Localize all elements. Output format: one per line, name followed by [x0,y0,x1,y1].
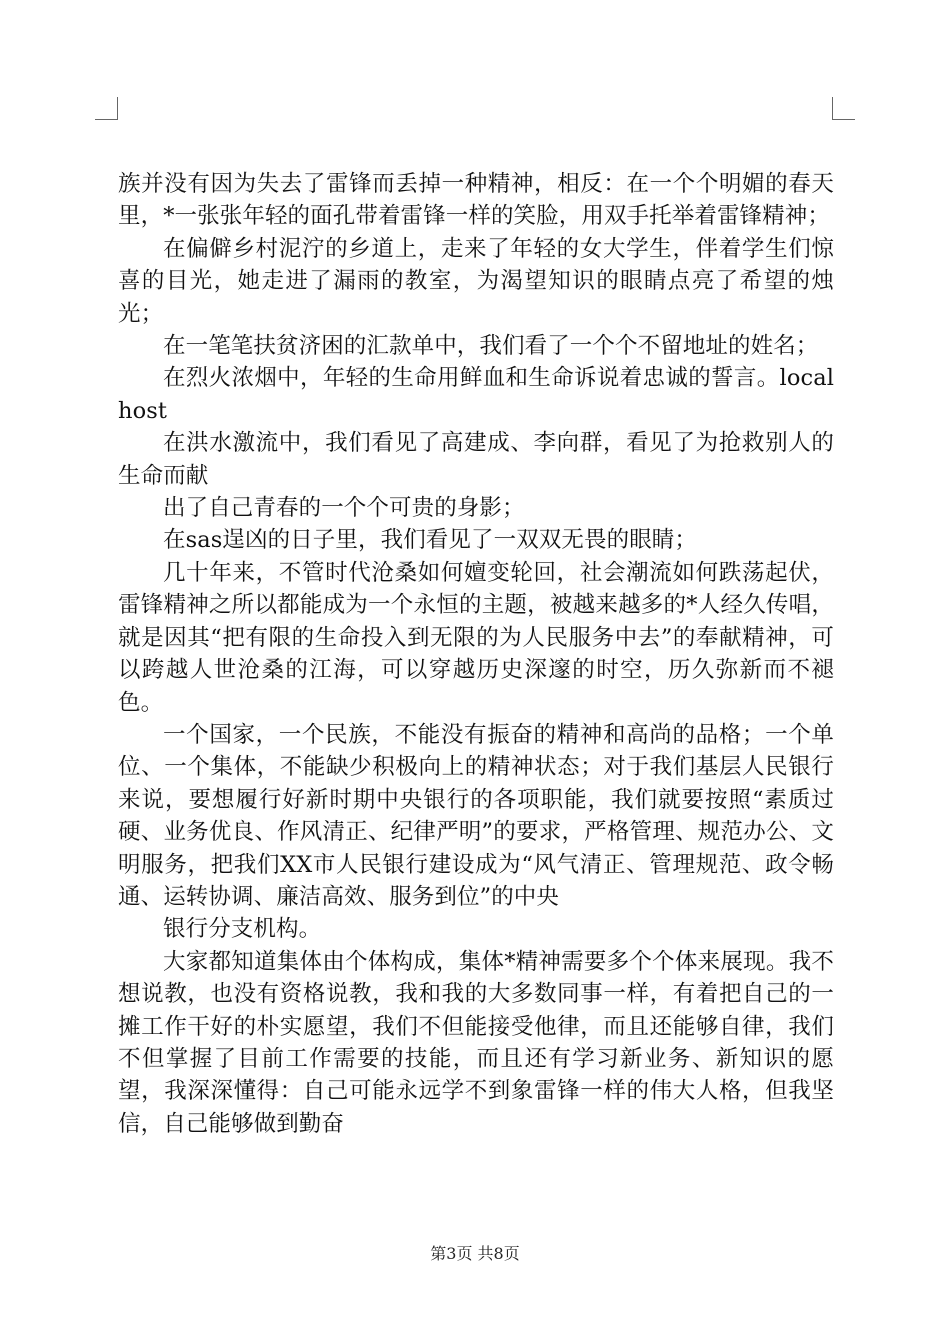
paragraph-9: 一个国家，一个民族，不能没有振奋的精神和高尚的品格；一个单位、一个集体，不能缺少积极向上的精神状态；对于我们基层人民银行来说，要想履行好新时期中央银行的各项职能，我们就要按照“素质过硬、业务优良、作风清正、纪律严明”的要求，严格管理、规范办公、文明服务，把我们XX市人民银行建设成为“风气清正、管理规范、政令畅通、运转协调、廉洁高效、服务到位”的中央 [118,721,834,910]
paragraph-3: 在一笔笔扶贫济困的汇款单中，我们看了一个个不留地址的姓名； [163,333,819,360]
paragraph-11: 大家都知道集体由个体构成，集体*精神需要多个个体来展现。我不想说教，也没有资格说教，我和我的大多数同事一样，有着把自己的一摊工作干好的朴实愿望，我们不但能接受他律，而且还能够自律，我们不但掌握了目前工作需要的技能，而且还有学习新业务、新知识的愿望，我深深懂得：自己可能永远学不到象雷锋一样的伟大人格，但我坚信，自己能够做到勤奋 [118,948,834,1137]
corner-crop-mark-top-right [832,97,855,120]
paragraph-6: 出了自己青春的一个个可贵的身影； [163,495,525,522]
paragraph-5: 在洪水激流中，我们看见了高建成、李向群，看见了为抢救别人的生命而献 [118,430,834,489]
paragraph-2: 在偏僻乡村泥泞的乡道上，走来了年轻的女大学生，伴着学生们惊喜的目光，她走进了漏雨的教室，为渴望知识的眼睛点亮了希望的烛光； [118,235,834,327]
paragraph-10: 银行分支机构。 [163,916,322,943]
paragraph-7: 在sas逞凶的日子里，我们看见了一双双无畏的眼睛； [163,527,698,554]
paragraph-1: 族并没有因为失去了雷锋而丢掉一种精神，相反：在一个个明媚的春天里，*一张张年轻的面孔带着雷锋一样的笑脸，用双手托举着雷锋精神； [118,171,834,230]
corner-crop-mark-top-left [95,97,118,120]
page-number-footer: 第3页 共8页 [430,1244,520,1263]
paragraph-8: 几十年来，不管时代沧桑如何嬗变轮回，社会潮流如何跌荡起伏，雷锋精神之所以都能成为一个永恒的主题，被越来越多的*人经久传唱，就是因其“把有限的生命投入到无限的为人民服务中去”的奉献精神，可以跨越人世沧桑的江海，可以穿越历史深邃的时空，历久弥新而不褪色。 [118,559,834,716]
document-body [118,168,834,1140]
paragraph-4: 在烈火浓烟中，年轻的生命用鲜血和生命诉说着忠诚的誓言。localhost [118,365,834,424]
